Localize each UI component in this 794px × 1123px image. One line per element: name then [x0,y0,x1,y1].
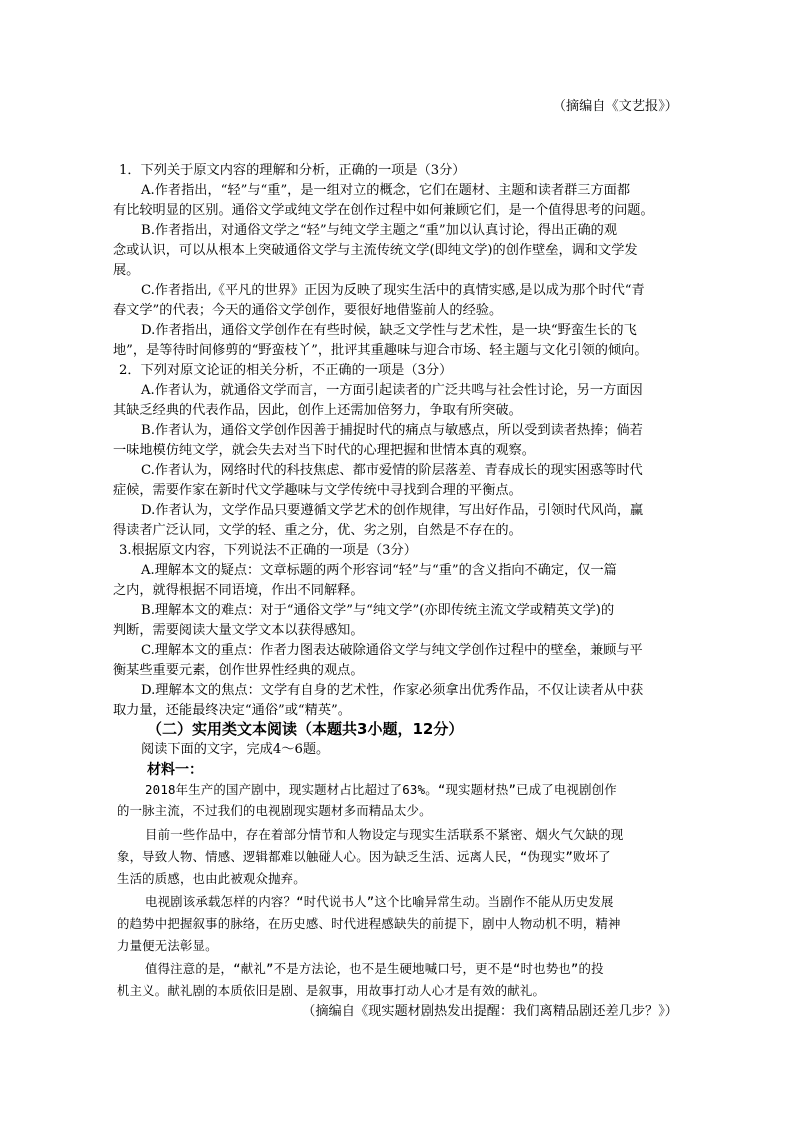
q1-option-d-line2: 地”，是等待时间修剪的“野蛮枝丫”，批评其重趣味与迎合市场、轻主题与文化引领的倾向。 [113,343,648,358]
material-para4-line1: 值得注意的是，“献礼”不是方法论，也不是生硬地喊口号，更不是“时也势也”的投 [145,961,604,976]
q3-option-d-line1: D.理解本文的焦点：文学有自身的艺术性，作家必须拿出优秀作品，不仅让读者从中获 [141,683,644,698]
section-heading: （二）实用类文本阅读（本题共3小题，12分） [147,720,464,738]
material-para2-line1: 目前一些作品中，存在着部分情节和人物设定与现实生活联系不紧密、烟火气欠缺的现 [145,827,624,842]
material-para3-line1: 电视剧该承载怎样的内容？“时代说书人”这个比喻异常生动。当剧作不能从历史发展 [145,894,614,909]
q1-option-c-line2: 春文学”的代表；今天的通俗文学创作，要很好地借鉴前人的经验。 [113,303,503,318]
q3-option-b-line2: 判断，需要阅读大量文学文本以获得感知。 [113,623,364,638]
q1-option-d-line1: D.作者指出，通俗文学创作在有些时候，缺乏文学性与艺术性，是一块“野蛮生长的飞 [141,323,637,338]
q1-option-b-line1: B.作者指出，对通俗文学之“轻”与纯文学主题之“重”加以认真讨论，得出正确的观 [141,223,618,238]
material-para3-line2: 的趋势中把握叙事的脉络，在历史感、时代进程感缺失的前提下，剧中人物动机不明，精神 [117,916,621,931]
q2-option-a-line1: A.作者认为，就通俗文学而言，一方面引起读者的广泛共鸣与社会性讨论，另一方面因 [141,383,643,398]
material-para4-line2: 机主义。献礼剧的本质依旧是剧、是叙事，用故事打动人心才是有效的献礼。 [117,983,546,998]
q1-option-b-line2: 念或认识，可以从根本上突破通俗文学与主流传统文学(即纯文学)的创作壁垒，调和文学发 [113,243,638,258]
q1-option-c-line1: C.作者指出,《平凡的世界》正因为反映了现实生活中的真情实感,是以成为那个时代“青 [141,283,645,298]
q3-option-a-line2: 之内，就得根据不同语境，作出不同解释。 [113,583,364,598]
q3-option-d-line2: 取力量，还能最终决定“通俗”或“精英”。 [113,703,351,718]
q1-option-a-line1: A.作者指出，“轻”与“重”，是一组对立的概念，它们在题材、主题和读者群三方面都 [141,183,631,198]
q3-option-a-line1: A.理解本文的疑点：文章标题的两个形容词“轻”与“重”的含义指向不确定，仅一篇 [141,563,617,578]
material-para2-line3: 生活的质感，也由此被观众抛弃。 [117,871,306,886]
q2-option-c-line1: C.作者认为，网络时代的科技焦虑、都市爱情的阶层落差、青春成长的现实困惑等时代 [141,463,643,478]
question-3-stem: 3.根据原文内容，下列说法不正确的一项是（3分） [119,543,417,558]
q2-option-b-line2: 一味地模仿纯文学，就会失去对当下时代的心理把握和世情本真的观察。 [113,443,535,458]
question-2-stem: 2．下列对原文论证的相关分析，不正确的一项是（3分） [119,363,453,378]
q2-option-b-line1: B.作者认为，通俗文学创作因善于捕捉时代的痛点与敏感点，所以受到读者热捧；倘若 [141,423,643,438]
material-para3-line3: 力量便无法彰显。 [117,938,218,953]
material-para1-line1: 2018年生产的国产剧中，现实题材占比超过了63%。“现实题材热”已成了电视剧创作 [145,782,617,797]
question-1-stem: 1．下列关于原文内容的理解和分析，正确的一项是（3分） [119,163,466,178]
q2-option-c-line2: 症候，需要作家在新时代文学趣味与文学传统中寻找到合理的平衡点。 [113,483,522,498]
q1-option-b-line3: 展。 [113,263,140,278]
q3-option-c-line2: 衡某些重要元素，创作世界性经典的观点。 [113,663,364,678]
q3-option-c-line1: C.理解本文的重点：作者力图表达破除通俗文学与纯文学创作过程中的壁垒，兼顾与平 [141,643,643,658]
material-title: 材料一： [147,762,203,778]
q1-option-a-line2: 有比较明显的区别。通俗文学或纯文学在创作过程中如何兼顾它们，是一个值得思考的问题。 [113,203,654,218]
reading-instruction: 阅读下面的文字，完成4～6题。 [141,742,330,757]
q3-option-b-line1: B.理解本文的难点：对于“通俗文学”与“纯文学”(亦即传统主流文学或精英文学)的 [141,603,615,618]
q2-option-d-line1: D.作者认为，文学作品只要遵循文学艺术的创作规律，写出好作品，引领时代风尚，赢 [141,503,644,518]
source-citation-top: （摘编自《文艺报》） [552,99,678,114]
material-para1-line2: 的一脉主流，不过我们的电视剧现实题材多而精品太少。 [117,803,432,818]
material-para2-line2: 象，导致人物、情感、逻辑都难以触碰人心。因为缺乏生活、远离人民，“伪现实”败坏了 [117,849,611,864]
q2-option-a-line2: 其缺乏经典的代表作品，因此，创作上还需加倍努力，争取有所突破。 [113,403,522,418]
source-citation-bottom: （摘编自《现实题材剧热发出提醒：我们离精品剧还差几步？》） [302,1004,678,1019]
q2-option-d-line2: 得读者广泛认同，文学的轻、重之分，优、劣之别，自然是不存在的。 [113,523,522,538]
